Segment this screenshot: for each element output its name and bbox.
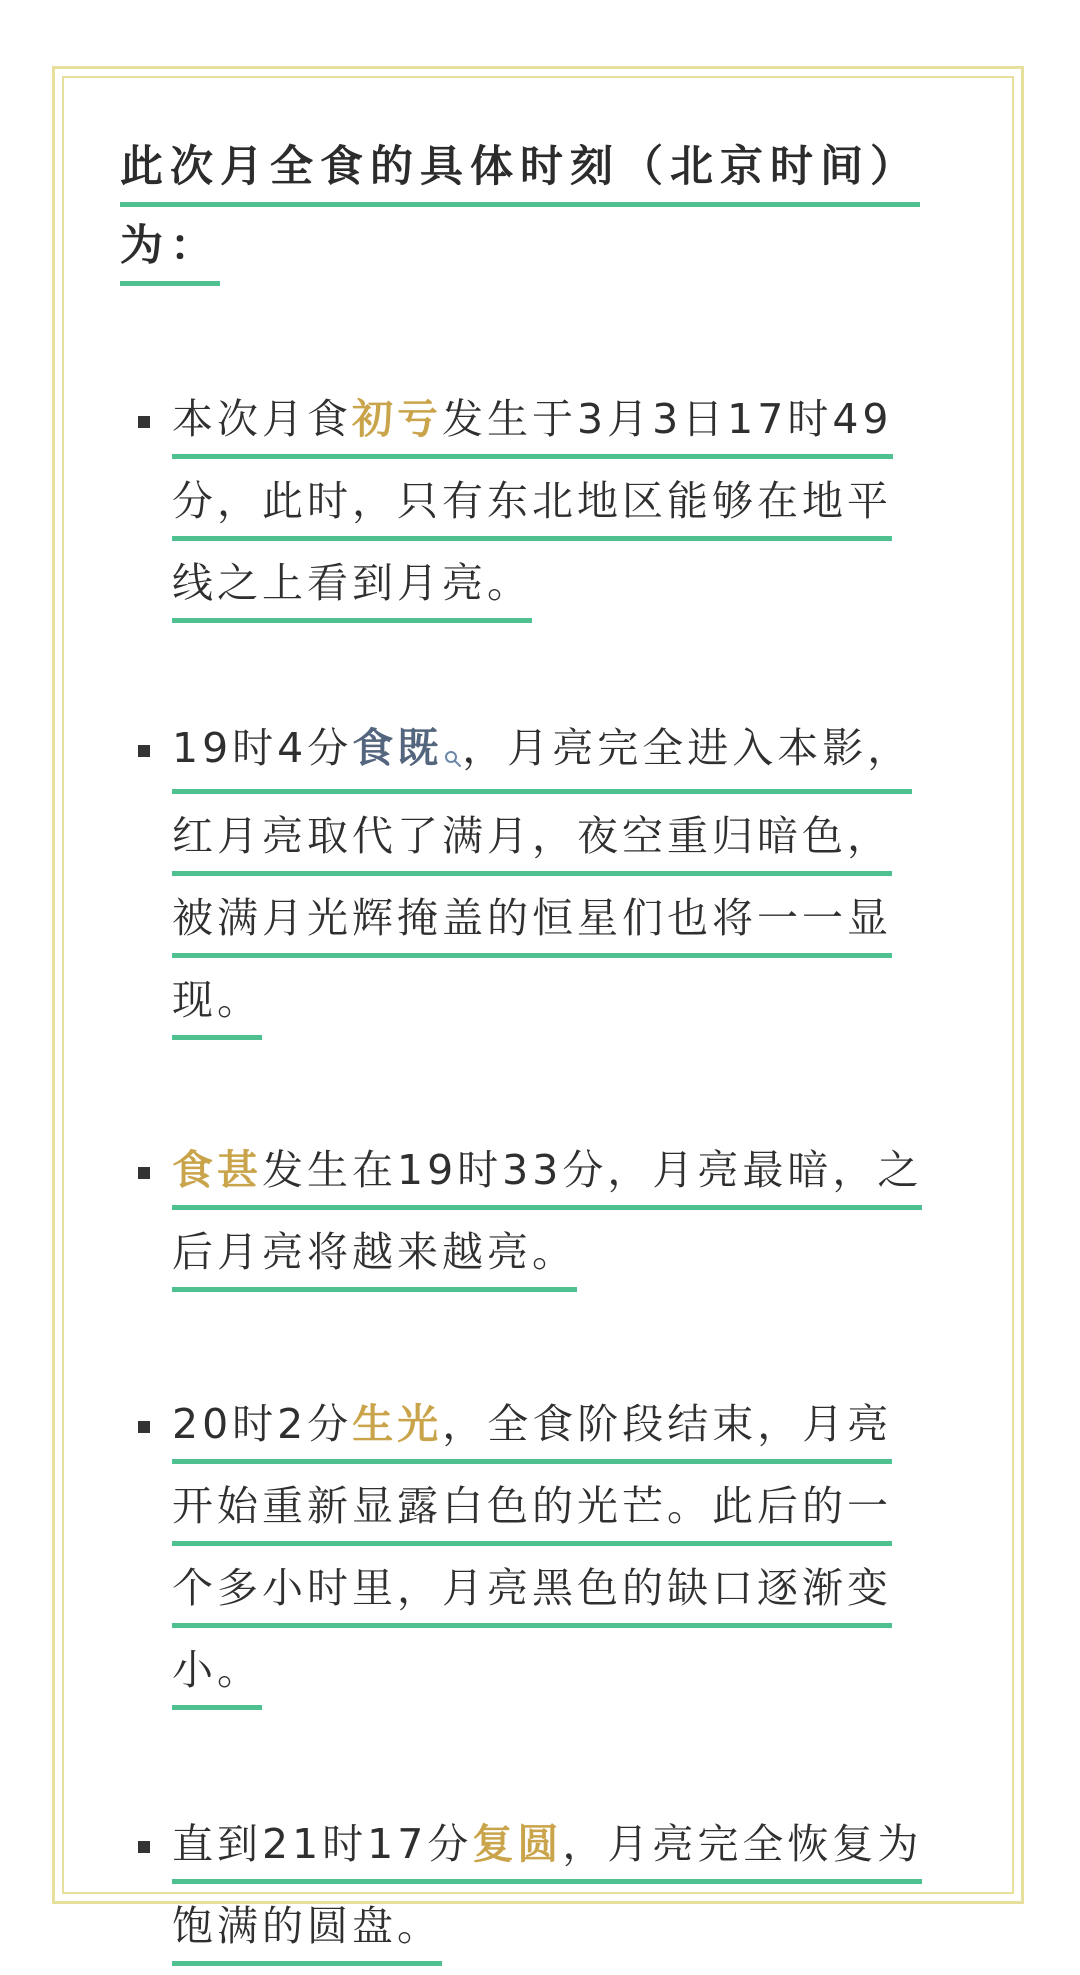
text-segment: 发生于3月3日17时49 xyxy=(442,395,893,443)
text-segment: 19时4分 xyxy=(172,724,353,772)
term-highlight: 生光 xyxy=(352,1400,443,1448)
bullet-icon xyxy=(138,745,150,757)
list-item-last-contact xyxy=(120,1811,960,1975)
text-line: 被满月光辉掩盖的恒星们也将一一显 xyxy=(172,885,892,958)
bullet-icon xyxy=(138,1421,150,1433)
text-line: 饱满的圆盘。 xyxy=(172,1893,442,1966)
term-highlight: 食甚 xyxy=(172,1146,262,1194)
text-line: 分，此时，只有东北地区能够在地平 xyxy=(172,468,892,541)
list-item-totality-ends xyxy=(120,1391,960,1719)
text-line xyxy=(172,386,893,459)
text-line: 线之上看到月亮。 xyxy=(172,550,532,623)
text-segment: 发生在19时33分，月亮最暗，之 xyxy=(262,1146,923,1194)
list-item-greatest-eclipse xyxy=(120,1137,960,1301)
heading-line: 为： xyxy=(120,213,220,286)
text-line: 开始重新显露白色的光芒。此后的一 xyxy=(172,1473,892,1546)
term-link-label[interactable]: 食既 xyxy=(352,724,443,772)
text-line: 红月亮取代了满月，夜空重归暗色， xyxy=(172,803,892,876)
list-item-text xyxy=(172,1391,960,1719)
term-highlight: 复圆 xyxy=(472,1820,563,1868)
search-icon[interactable] xyxy=(444,721,462,787)
text-segment: ，月亮完全进入本影， xyxy=(462,724,913,772)
list-item-text xyxy=(172,715,960,1049)
list-item-first-contact xyxy=(120,386,960,632)
text-line xyxy=(172,1391,892,1464)
heading-line: 此次月全食的具体时刻（北京时间） xyxy=(120,134,920,207)
eclipse-timeline-list xyxy=(120,386,960,1975)
list-item-text xyxy=(172,386,960,632)
list-item-text xyxy=(172,1137,960,1301)
list-item-totality-begins xyxy=(120,715,960,1049)
term-search-link[interactable] xyxy=(352,724,462,772)
article-content xyxy=(120,128,960,1975)
bullet-icon xyxy=(138,1167,150,1179)
text-line: 个多小时里，月亮黑色的缺口逐渐变 xyxy=(172,1555,892,1628)
term-highlight: 初亏 xyxy=(352,395,442,443)
text-segment: 本次月食 xyxy=(172,395,352,443)
text-line xyxy=(172,715,912,794)
bullet-icon xyxy=(138,1841,150,1853)
text-segment: 20时2分 xyxy=(172,1400,353,1448)
text-line xyxy=(172,1137,922,1210)
list-item-text xyxy=(172,1811,960,1975)
text-line xyxy=(172,1811,922,1884)
text-line: 后月亮将越来越亮。 xyxy=(172,1219,577,1292)
text-segment: 直到21时17分 xyxy=(172,1820,473,1868)
text-line: 小。 xyxy=(172,1637,262,1710)
section-heading xyxy=(120,128,960,286)
bullet-icon xyxy=(138,416,150,428)
text-line: 现。 xyxy=(172,967,262,1040)
text-segment: ，全食阶段结束，月亮 xyxy=(442,1400,893,1448)
text-segment: ，月亮完全恢复为 xyxy=(562,1820,923,1868)
